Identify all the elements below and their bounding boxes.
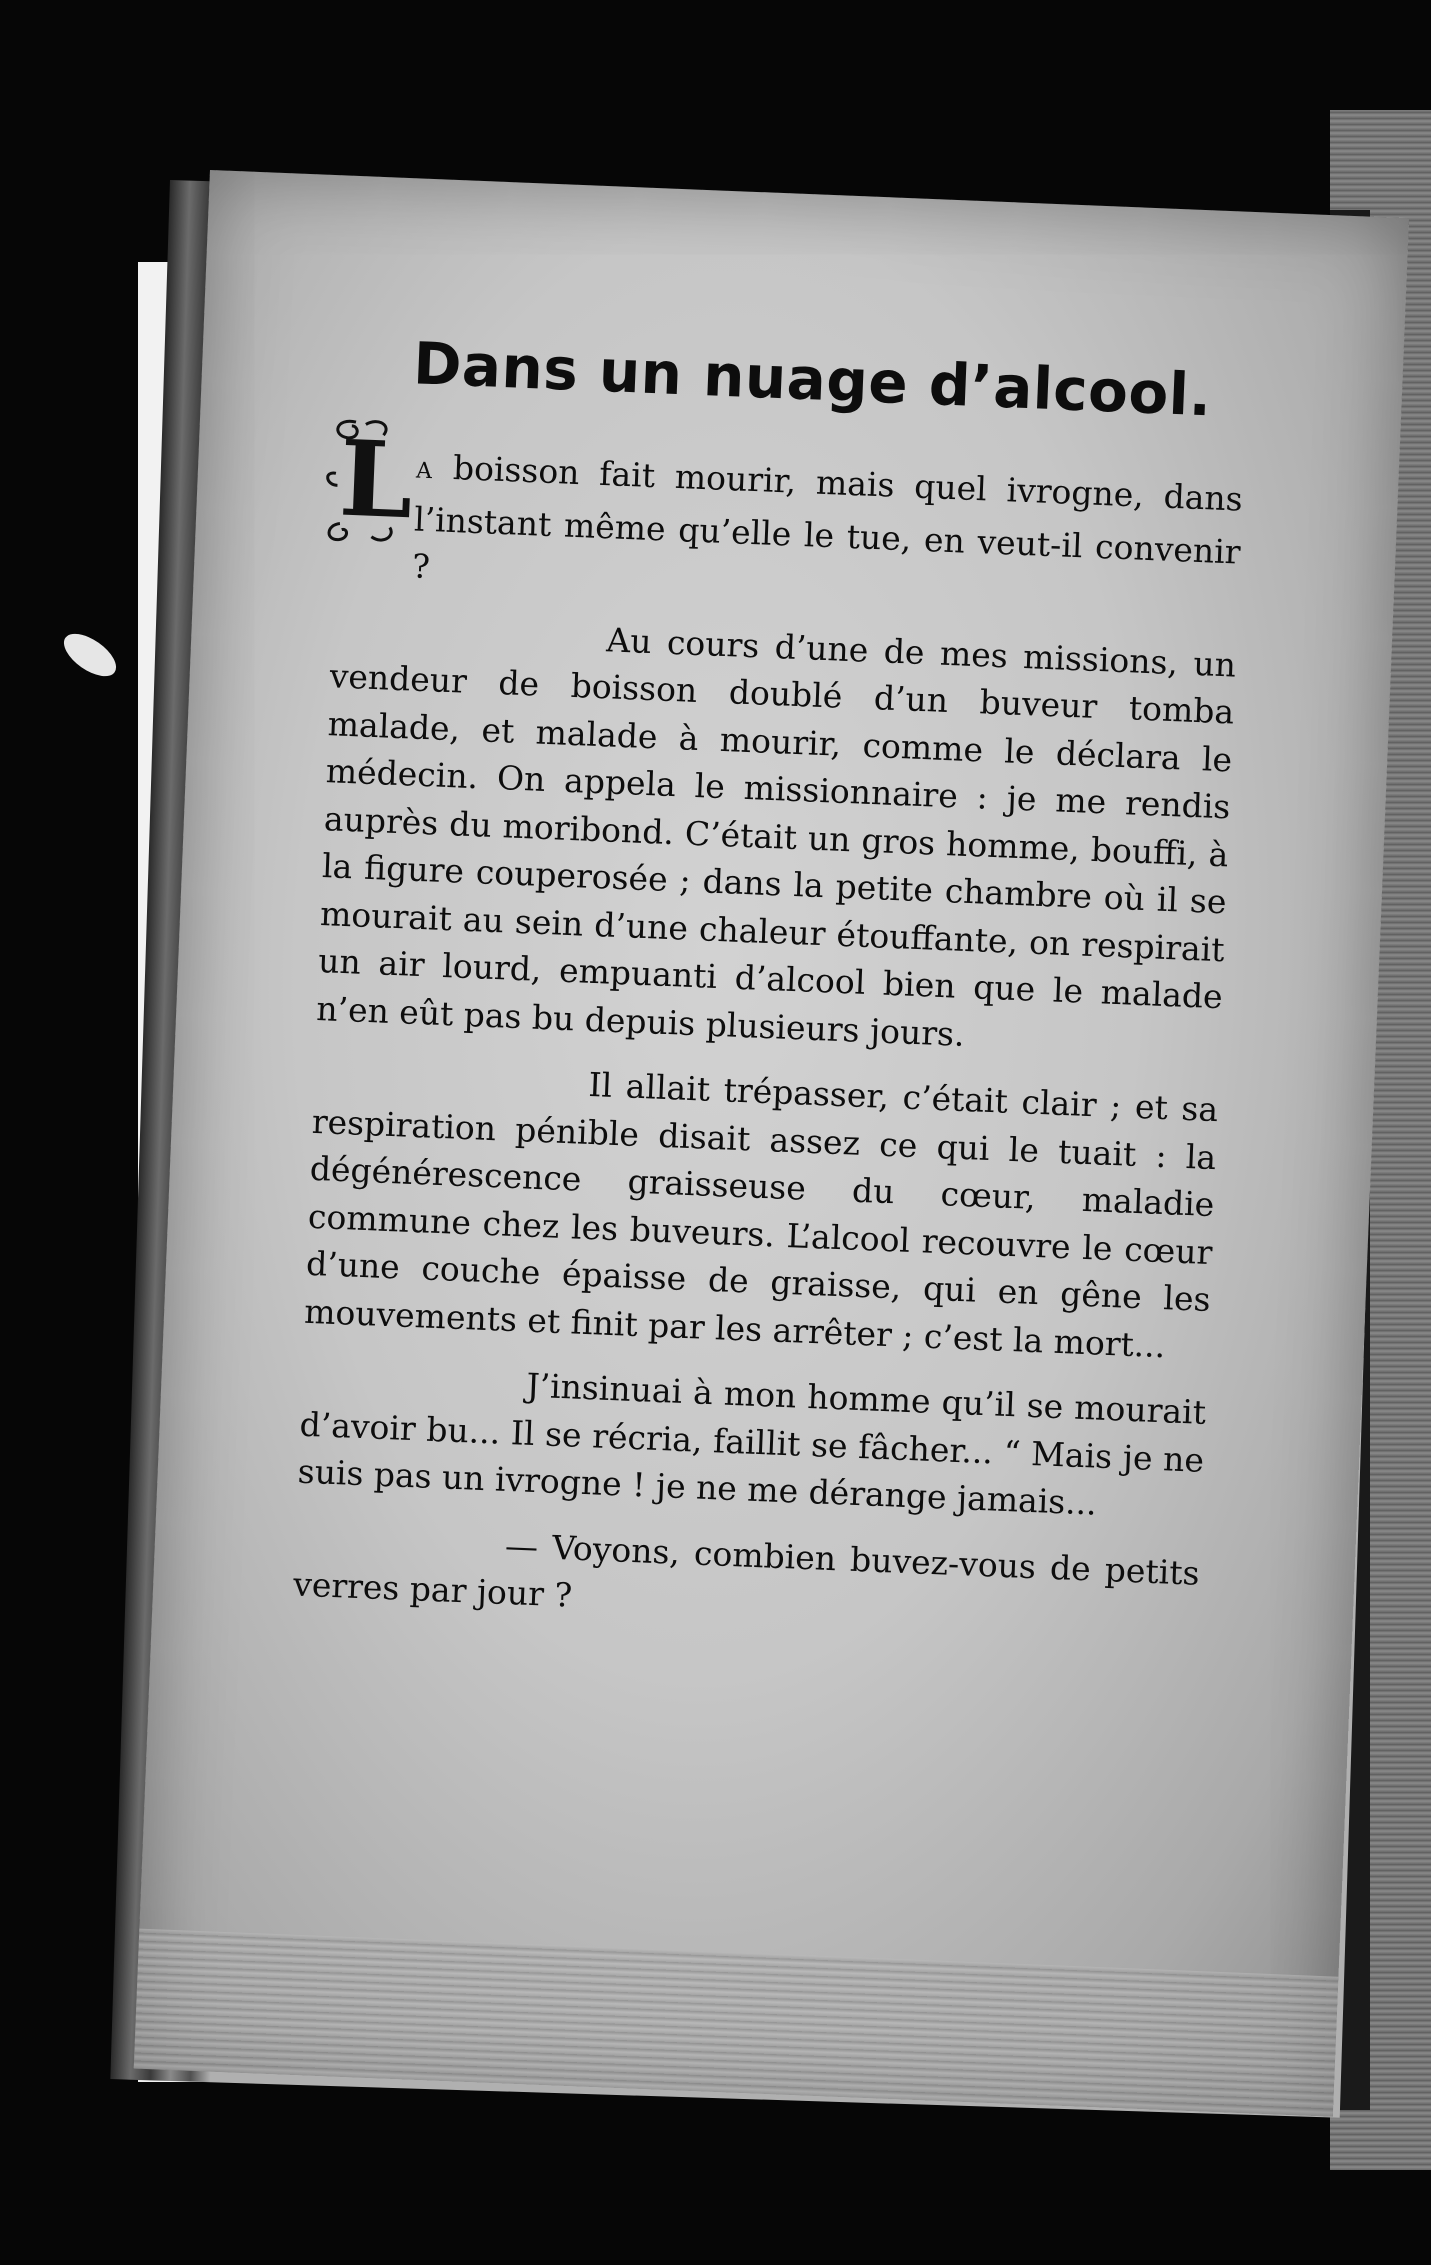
chapter-title: Dans un nuage d’alcool.	[412, 329, 1214, 430]
paragraph-5: — Voyons, combien buvez-vous de petits verres par jour ?	[292, 1525, 1201, 1615]
speck	[57, 626, 123, 685]
dropcap-small-caps: A	[415, 458, 434, 485]
page-lower-edge	[134, 1929, 1339, 2117]
page-text	[292, 325, 1249, 1662]
ornamental-dropcap	[320, 413, 416, 566]
paragraph-1-text: boisson fait mourir, mais quel ivrogne, dans l’instant même qu’elle le tue, en veut-il convenir ?	[411, 447, 1244, 587]
dropcap-letter: L	[337, 416, 416, 543]
book-page	[134, 170, 1409, 2117]
paragraph-2: Au cours d’une de mes missions, un vendeur de boisson doublé d’un buveur tomba malade, et malade à mourir, comme le déclara le médecin. On appela le missionnaire : je me rendis auprès du moribond. C’était un gros homme, bouffi, à la figure couperosée ; dans la petite chambre où il se mourait au sein d’une chaleur étouffante, on respirait un air lourd, empuanti d’alcool bien que le malade n’en eût pas bu depuis plusieurs jours.	[315, 619, 1237, 1054]
paragraph-1	[333, 416, 1244, 623]
paragraph-3: Il allait trépasser, c’était clair ; et sa respiration pénible disait assez ce qui le tuait : la dégénérescence graisseuse du cœur, maladie commune chez les buveurs. L’alcool recouvre le cœur d’une couche épaisse de graisse, qui en gêne les mouvements et finit par les arrêter ; c’est la mort...	[303, 1064, 1219, 1365]
paragraph-4: J’insinuai à mon homme qu’il se mourait d’avoir bu... Il se récria, faillit se fâcher... “ Mais je ne suis pas un ivrogne ! je ne me dérange jamais...	[297, 1365, 1207, 1523]
